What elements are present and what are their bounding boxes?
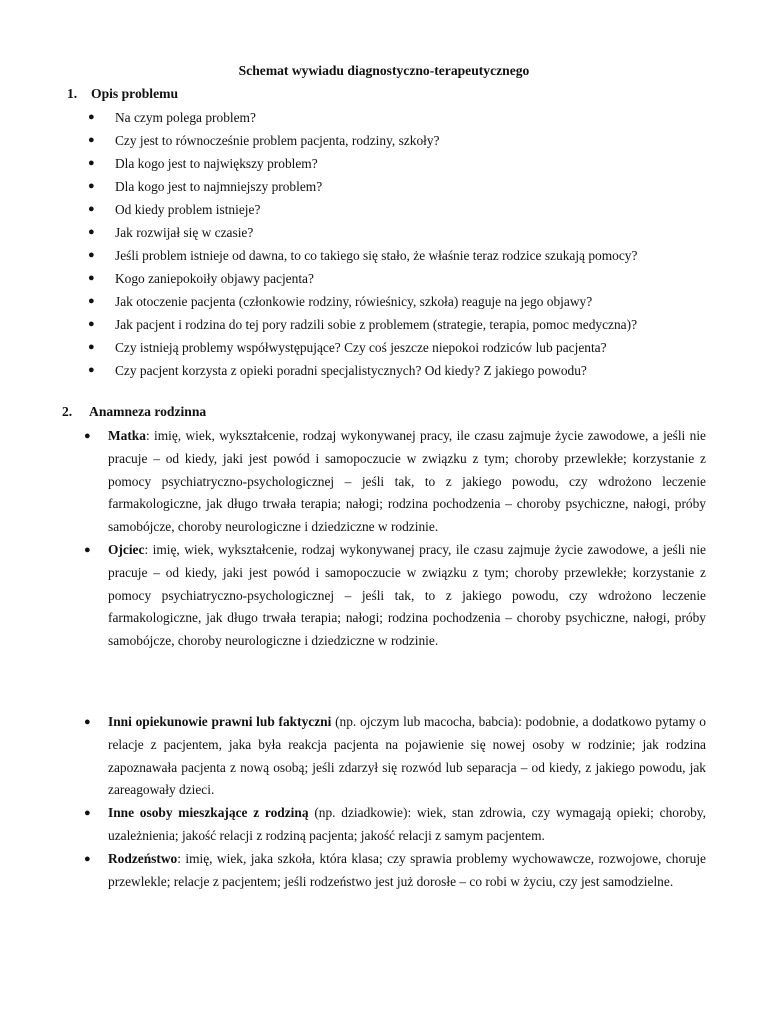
bullet-icon: ● bbox=[84, 543, 91, 556]
list-item-siblings bbox=[84, 848, 706, 894]
list-item-term: Rodzeństwo bbox=[108, 850, 178, 866]
list-item-term: Ojciec bbox=[108, 541, 145, 557]
section-number: 1. bbox=[67, 86, 78, 101]
family-history-list-parents bbox=[84, 425, 706, 653]
section-heading-problem-description bbox=[67, 86, 178, 102]
list-item bbox=[88, 244, 637, 267]
problem-questions-list bbox=[88, 106, 637, 382]
list-item bbox=[88, 359, 637, 382]
list-item-text: Kogo zaniepokoiły objawy pacjenta? bbox=[115, 271, 314, 286]
list-item bbox=[88, 152, 637, 175]
list-item bbox=[88, 313, 637, 336]
bullet-icon: ● bbox=[88, 295, 95, 307]
bullet-icon: ● bbox=[88, 180, 95, 192]
list-item bbox=[88, 267, 637, 290]
list-item bbox=[88, 290, 637, 313]
bullet-icon: ● bbox=[88, 203, 95, 215]
list-item-mother bbox=[84, 425, 706, 539]
list-item-text: (np. ojczym lub macocha, babcia): podobnie, a dodatkowo pytamy o relacje z pacjentem, jaka była reakcja pacjenta na pojawienie się nowej osoby w rodzinie; jak rodzina zapoznawała pacjenta z nową osobą; jeśli zdarzył się rozwód lub separacja – od kiedy, z jakiego powodu, jak zareagowały dzieci. bbox=[108, 714, 706, 798]
list-item-text: Od kiedy problem istnieje? bbox=[115, 202, 261, 217]
list-item-text: Czy istnieją problemy współwystępujące? Czy coś jeszcze niepokoi rodziców lub pacjenta? bbox=[115, 340, 607, 355]
list-item-father bbox=[84, 539, 706, 653]
bullet-icon: ● bbox=[84, 430, 91, 442]
bullet-icon: ● bbox=[84, 807, 91, 820]
list-item bbox=[88, 129, 637, 152]
bullet-icon: ● bbox=[88, 157, 95, 169]
list-item-text: : imię, wiek, jaka szkoła, która klasa; czy sprawia problemy wychowawcze, rozwojowe, choruje przewlekle; relacje z pacjentem; jeśli rodzeństwo jest już dorosłe – co robi w życiu, czy jest samodzielne. bbox=[108, 850, 706, 889]
bullet-icon: ● bbox=[88, 249, 95, 261]
list-item-text: Jak otoczenie pacjenta (członkowie rodziny, rówieśnicy, szkoła) reaguje na jego objawy? bbox=[115, 294, 593, 309]
section-title: Anamneza rodzinna bbox=[89, 404, 207, 419]
list-item-text: : imię, wiek, wykształcenie, rodzaj wykonywanej pracy, ile czasu zajmuje życie zawodowe, a jeśli nie pracuje – od kiedy, jaki jest powód i samopoczucie w związku z tym; choroby przewlekłe; korzystanie z pomocy psychiatryczno-psychologicznej – jeśli tak, to z jakiego powodu, czy wdrożono leczenie farmakologiczne, jak długo trwała terapia; nałogi; rodzina pochodzenia – choroby psychiczne, nałogi, próby samobójcze, choroby neurologiczne i dziedziczne w rodzinie. bbox=[108, 428, 706, 535]
bullet-icon: ● bbox=[88, 341, 95, 353]
section-title: Opis problemu bbox=[91, 86, 178, 101]
list-item-term: Inni opiekunowie prawni lub faktyczni bbox=[108, 714, 332, 729]
list-item-other-guardians bbox=[84, 711, 706, 802]
list-item bbox=[88, 198, 637, 221]
section-number: 2. bbox=[62, 404, 73, 419]
list-item-text: Czy pacjent korzysta z opieki poradni specjalistycznych? Od kiedy? Z jakiego powodu? bbox=[115, 363, 587, 378]
bullet-icon: ● bbox=[88, 226, 95, 238]
bullet-icon: ● bbox=[84, 716, 91, 728]
list-item-text: Dla kogo jest to największy problem? bbox=[115, 156, 318, 171]
list-item-text: Dla kogo jest to najmniejszy problem? bbox=[115, 179, 323, 194]
document-title: Schemat wywiadu diagnostyczno-terapeutycznego bbox=[238, 63, 530, 78]
bullet-icon: ● bbox=[88, 364, 95, 376]
bullet-icon: ● bbox=[88, 134, 95, 146]
list-item-text: Na czym polega problem? bbox=[115, 110, 256, 125]
list-item-text: (np. dziadkowie): wiek, stan zdrowia, czy wymagają opieki; choroby, uzależnienia; jakość relacji z rodziną pacjenta; jakość relacji z samym pacjentem. bbox=[108, 805, 707, 843]
list-item-term: Inne osoby mieszkające z rodziną bbox=[108, 805, 309, 821]
list-item bbox=[88, 336, 637, 359]
bullet-icon: ● bbox=[88, 318, 95, 330]
list-item-text: Czy jest to równocześnie problem pacjenta, rodziny, szkoły? bbox=[115, 133, 440, 148]
list-item-household-members bbox=[84, 802, 706, 848]
bullet-icon: ● bbox=[88, 272, 95, 284]
section-heading-family-history bbox=[62, 404, 206, 420]
bullet-icon: ● bbox=[88, 111, 95, 123]
list-item-text: : imię, wiek, wykształcenie, rodzaj wykonywanej pracy, ile czasu zajmuje życie zawodowe, a jeśli nie pracuje – od kiedy, jaki jest powód i samopoczucie w związku z tym; choroby przewlekłe; korzystanie z pomocy psychiatryczno-psychologicznej – jeśli tak, to z jakiego powodu, czy wdrożono leczenie farmakologiczne, jak długo trwała terapia; nałogi; rodzina pochodzenia – choroby psychiczne, nałogi, próby samobójcze, choroby neurologiczne i dziedziczne w rodzinie. bbox=[108, 541, 706, 649]
bullet-icon: ● bbox=[84, 852, 91, 865]
list-item-text: Jak pacjent i rodzina do tej pory radzili sobie z problemem (strategie, terapia, pomoc medyczna)? bbox=[115, 317, 638, 332]
list-item-term: Matka bbox=[108, 428, 146, 443]
list-item bbox=[88, 221, 637, 244]
family-history-list-others bbox=[84, 711, 706, 893]
list-item-text: Jeśli problem istnieje od dawna, to co takiego się stało, że właśnie teraz rodzice szukają pomocy? bbox=[115, 248, 638, 263]
list-item bbox=[88, 175, 637, 198]
list-item bbox=[88, 106, 637, 129]
list-item-text: Jak rozwijał się w czasie? bbox=[115, 225, 254, 240]
